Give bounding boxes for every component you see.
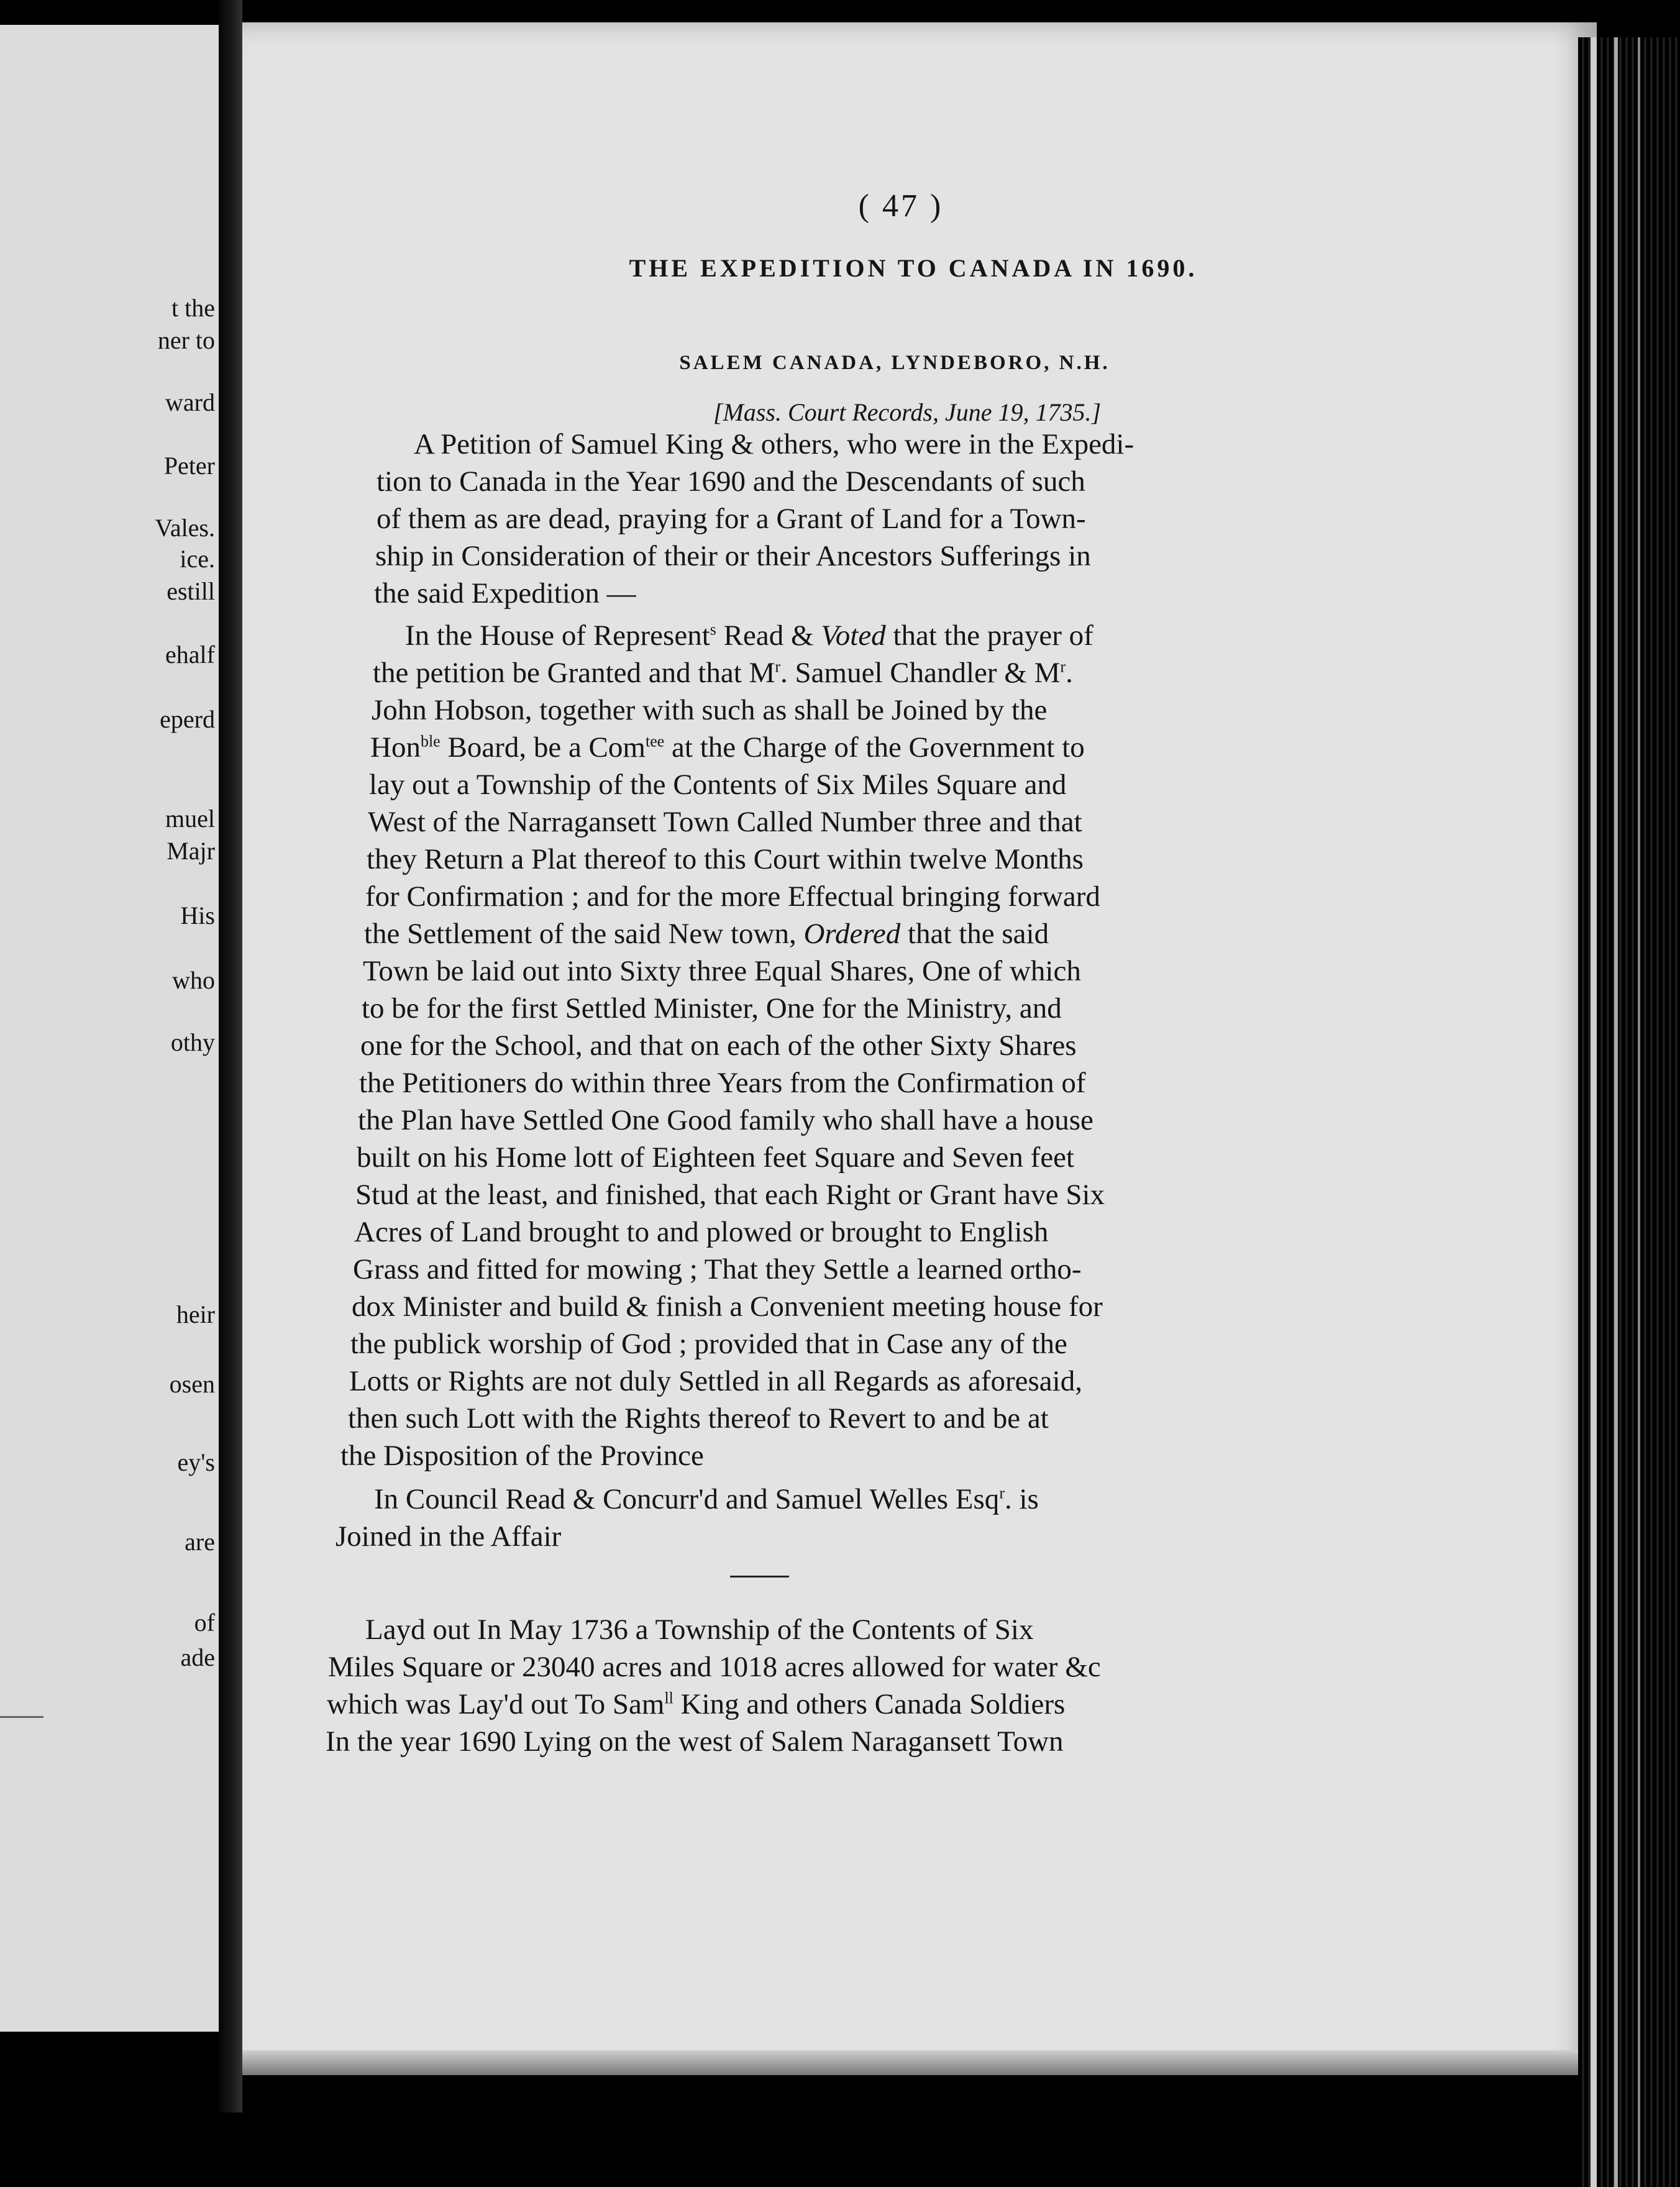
petition-line: of them as are dead, praying for a Grant of Land for a Town- <box>377 503 1086 535</box>
book-block-edge <box>1578 37 1678 2187</box>
vote-line: dox Minister and build & finish a Convenient meeting house for <box>352 1290 1103 1323</box>
left-fragment: of <box>194 1609 215 1637</box>
page-number: ( 47 ) <box>858 188 944 224</box>
vote-line: one for the School, and that on each of the other Sixty Shares <box>360 1030 1077 1062</box>
vote-line: Acres of Land brought to and plowed or brought to English <box>354 1216 1049 1248</box>
vote-line: the publick worship of God ; provided that in Case any of the <box>350 1328 1067 1360</box>
section-heading: SALEM CANADA, LYNDEBORO, N.H. <box>679 352 1110 374</box>
citation: [Mass. Court Records, June 19, 1735.] <box>713 398 1102 426</box>
left-fragment: Majr <box>167 837 215 865</box>
left-fragment: ner to <box>157 326 215 354</box>
left-fragment: ehalf <box>165 641 215 669</box>
council-line: In Council Read & Concurr'd and Samuel Welles Esq$^r$. is <box>374 1483 1039 1515</box>
left-fragment: t the <box>171 294 215 322</box>
petition-line: the said Expedition — <box>374 577 636 610</box>
survey-line: which was Lay'd out To Sam$^{ll}$ King and others Canada Soldiers <box>327 1688 1066 1720</box>
left-facing-page <box>0 25 221 2032</box>
vote-line: Stud at the least, and finished, that each Right or Grant have Six <box>355 1179 1105 1211</box>
vote-line: John Hobson, together with such as shall be Joined by the <box>372 694 1048 726</box>
left-fragment: estill <box>167 577 215 605</box>
petition-line: tion to Canada in the Year 1690 and the Descendants of such <box>377 465 1085 498</box>
book-gutter <box>219 0 242 2112</box>
vote-line: to be for the first Settled Minister, One for the Ministry, and <box>362 992 1062 1025</box>
left-fragment: are <box>185 1528 215 1556</box>
left-fragment: heir <box>176 1300 215 1328</box>
vote-line: lay out a Township of the Contents of Six Miles Square and <box>369 769 1067 801</box>
vote-line: the Plan have Settled One Good family who shall have a house <box>358 1104 1093 1136</box>
left-fragment: othy <box>170 1028 215 1056</box>
petition-line: ship in Consideration of their or their Ancestors Sufferings in <box>375 540 1091 572</box>
left-fragment: ice. <box>180 545 215 573</box>
vote-line: for Confirmation ; and for the more Effectual bringing forward <box>365 880 1100 913</box>
chapter-title: THE EXPEDITION TO CANADA IN 1690. <box>629 254 1198 282</box>
page-bottom-edge <box>242 2050 1597 2075</box>
vote-line: they Return a Plat thereof to this Court within twelve Months <box>367 843 1084 875</box>
survey-line: Miles Square or 23040 acres and 1018 acres allowed for water &c <box>328 1651 1101 1683</box>
survey-line: Layd out In May 1736 a Township of the Contents of Six <box>365 1614 1034 1646</box>
left-fragment: His <box>180 902 215 929</box>
vote-line: West of the Narragansett Town Called Number three and that <box>368 806 1082 838</box>
vote-line: In the House of Represent$^s$ Read & Voted that the prayer of <box>405 619 1093 652</box>
vote-line: Grass and fitted for mowing ; That they Settle a learned ortho- <box>353 1253 1082 1285</box>
vote-line: Town be laid out into Sixty three Equal Shares, One of which <box>363 955 1081 987</box>
left-fragment: eperd <box>160 705 215 733</box>
section-separator <box>730 1576 789 1577</box>
left-fragment: ade <box>180 1643 215 1671</box>
vote-line: built on his Home lott of Eighteen feet Square and Seven feet <box>357 1141 1075 1174</box>
main-page <box>242 22 1597 2073</box>
vote-line: the petition be Granted and that $M^r$. Samuel Chandler & $M^r$. <box>373 657 1073 689</box>
vote-line: the Settlement of the said New town, Ordered that the said <box>364 918 1049 950</box>
left-fragment: ward <box>165 388 215 416</box>
left-fragment: osen <box>169 1370 215 1398</box>
vote-line: Hon$^{ble}$ Board, be a Com$^{tee}$ at the Charge of the Government to <box>370 731 1085 764</box>
left-fragment: ey's <box>177 1448 215 1476</box>
left-page-rule <box>0 1716 43 1718</box>
vote-line: Lotts or Rights are not duly Settled in all Regards as aforesaid, <box>349 1365 1082 1397</box>
left-fragment: muel <box>165 805 215 833</box>
vote-line: the Disposition of the Province <box>340 1440 704 1472</box>
left-fragment: Peter <box>163 452 215 480</box>
left-fragment: Vales. <box>155 514 215 542</box>
vote-line: the Petitioners do within three Years from the Confirmation of <box>359 1067 1086 1099</box>
petition-line: A Petition of Samuel King & others, who were in the Expedi- <box>414 428 1134 460</box>
council-line: Joined in the Affair <box>336 1520 562 1553</box>
left-fragment: who <box>172 966 215 994</box>
survey-line: In the year 1690 Lying on the west of Salem Naragansett Town <box>326 1725 1064 1758</box>
vote-line: then such Lott with the Rights thereof to Revert to and be at <box>348 1402 1049 1435</box>
